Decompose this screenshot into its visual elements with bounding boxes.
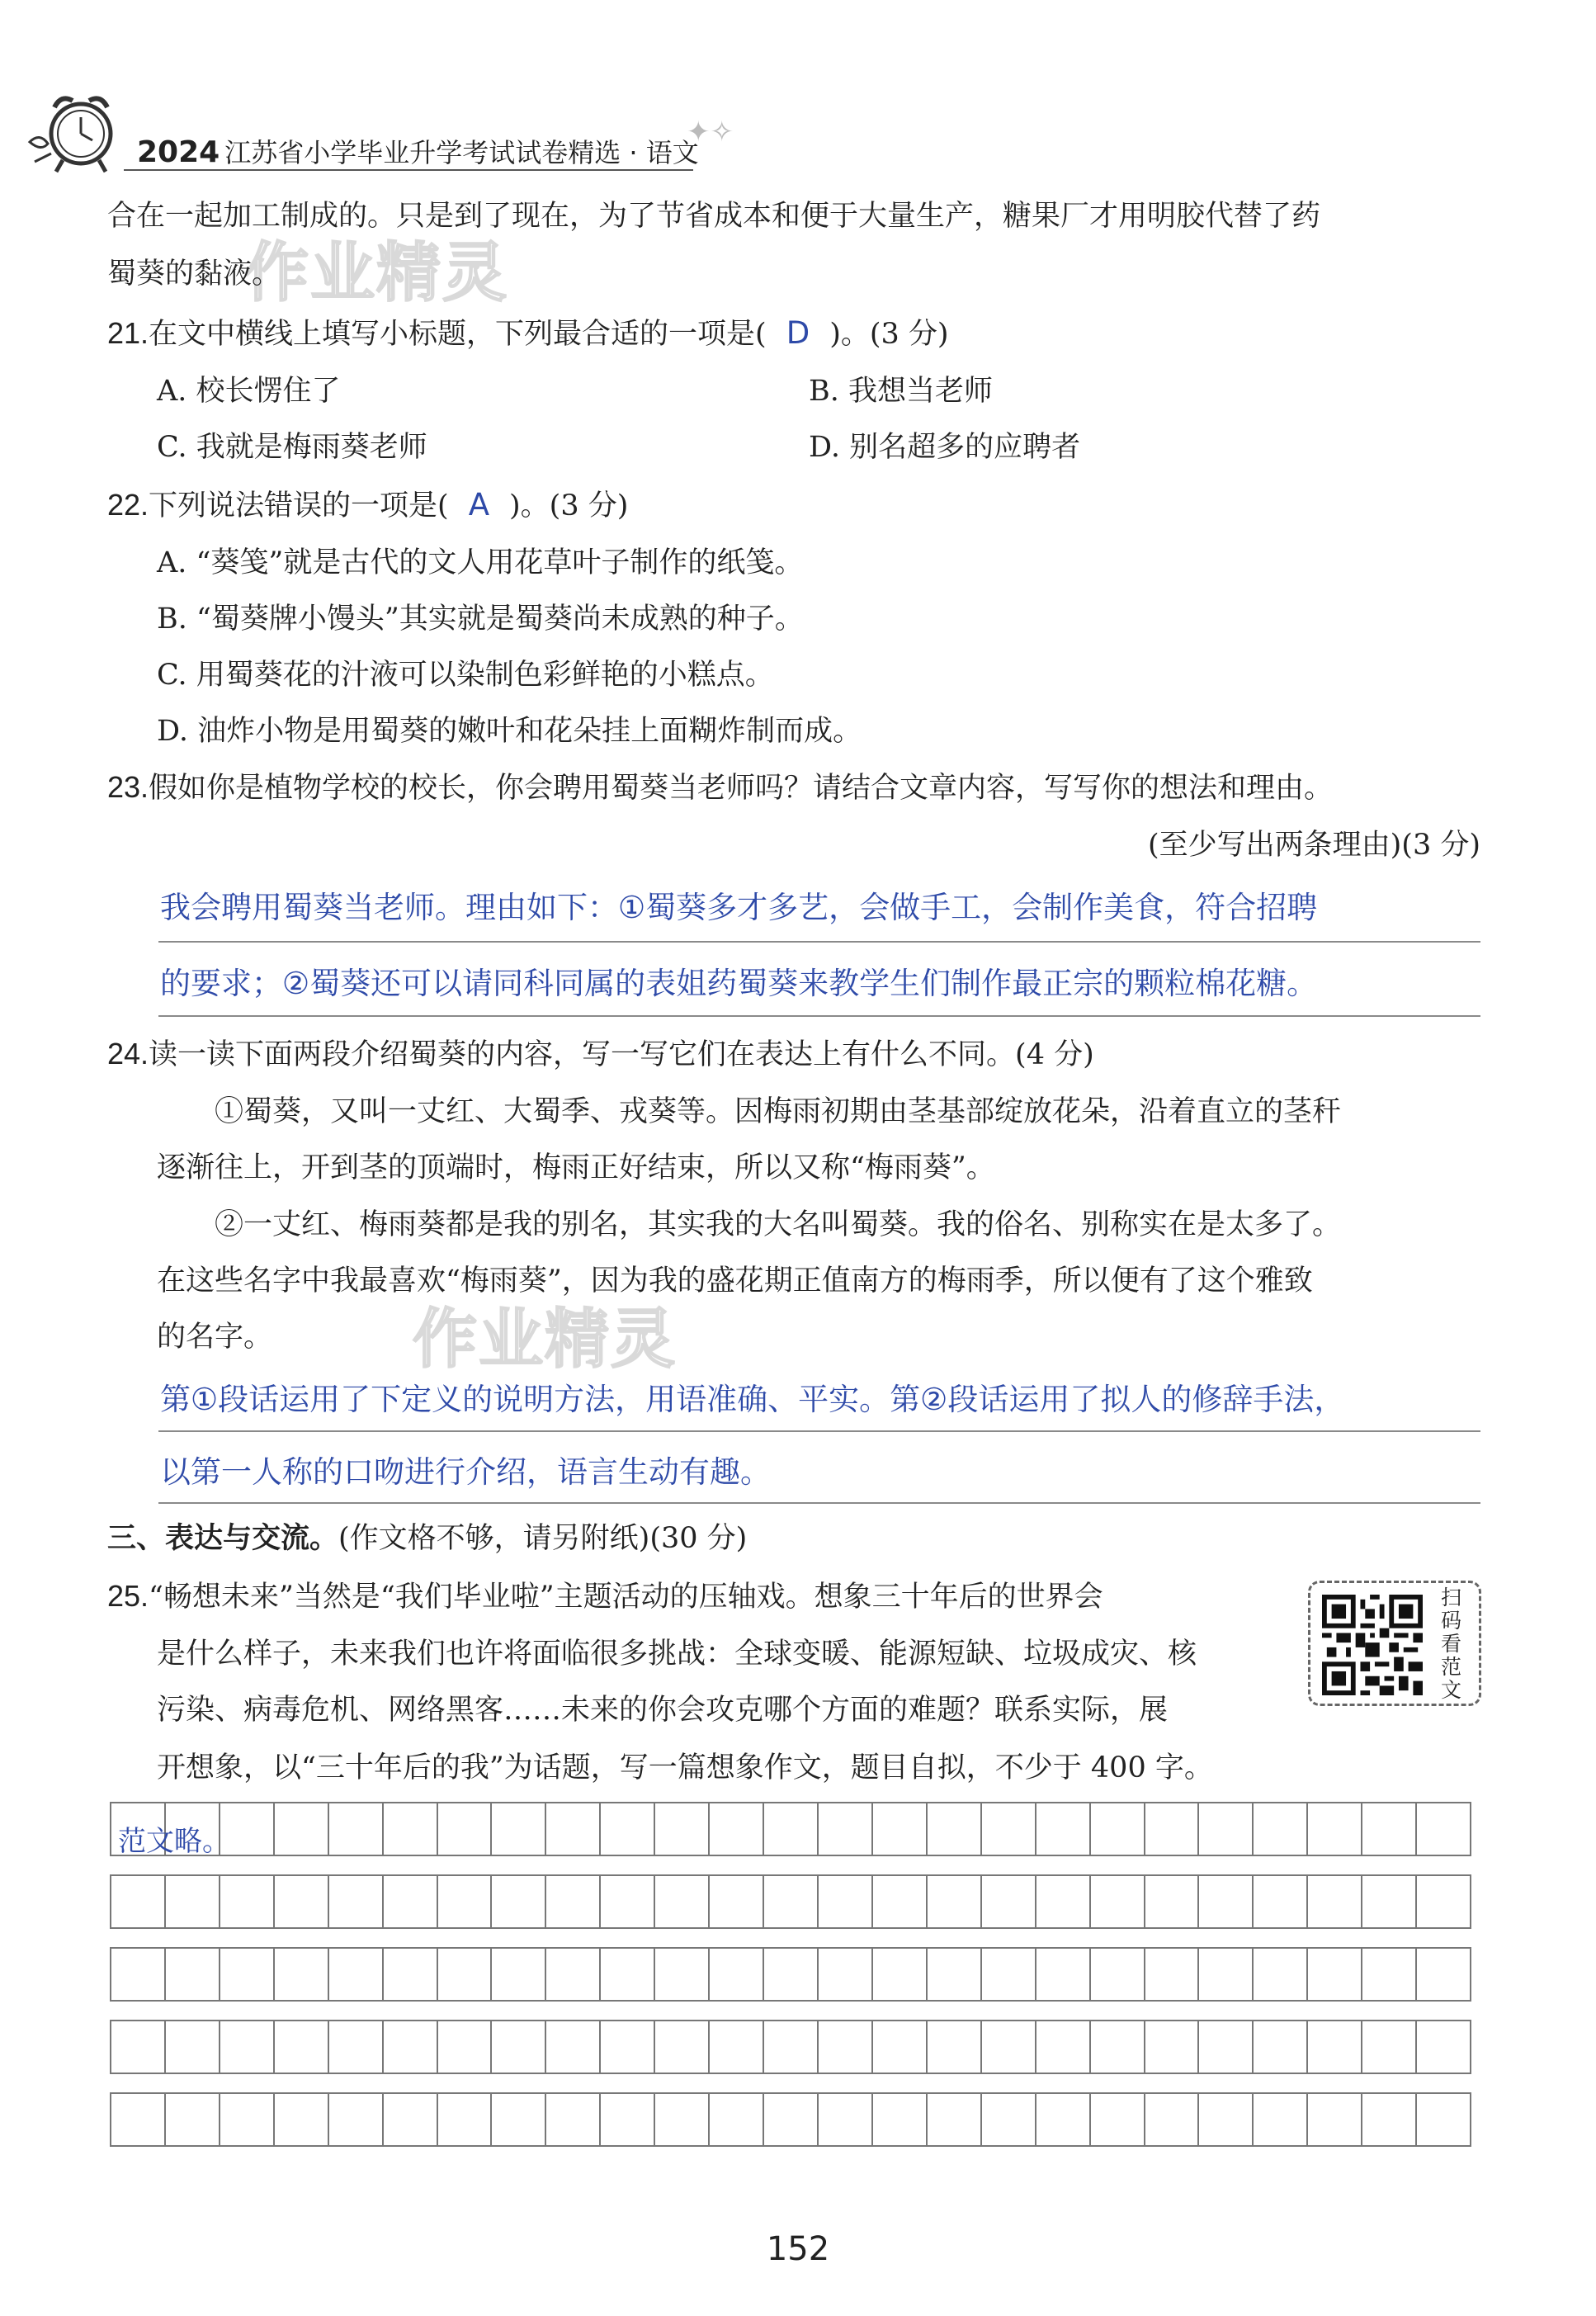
grid-cell[interactable]: [708, 2094, 763, 2145]
grid-row: [110, 2020, 1471, 2074]
q22-option-d: D. 油炸小物是用蜀葵的嫩叶和花朵挂上面糊炸制而成。: [157, 715, 862, 748]
grid-row: [110, 2092, 1471, 2147]
grid-cell[interactable]: [926, 2021, 980, 2073]
grid-cell[interactable]: [110, 1949, 164, 2000]
q24-passage1: 逐渐往上，开到茎的顶端时，梅雨正好结束，所以又称“梅雨葵”。: [157, 1151, 995, 1184]
grid-cell[interactable]: [328, 2094, 382, 2145]
grid-cell[interactable]: [817, 1876, 871, 1927]
answer-23-line1: 我会聘用蜀葵当老师。理由如下：①蜀葵多才多艺，会做手工，会制作美食，符合招聘: [160, 890, 1318, 925]
q23-note: (至少写出两条理由)(3 分): [1147, 829, 1480, 862]
grid-cell[interactable]: [545, 1876, 599, 1927]
grid-cell[interactable]: [328, 1949, 382, 2000]
grid-cell[interactable]: [654, 1876, 708, 1927]
question-21: 21.在文中横线上填写小标题，下列最合适的一项是( D )。(3 分): [107, 315, 949, 351]
answer-21: D: [786, 315, 810, 351]
grid-cell[interactable]: [1252, 1949, 1306, 2000]
grid-cell[interactable]: [1089, 1876, 1144, 1927]
grid-cell[interactable]: [1089, 1949, 1144, 2000]
grid-cell[interactable]: [926, 1949, 980, 2000]
q22-option-a: A. “葵笺”就是古代的文人用花草叶子制作的纸笺。: [157, 546, 804, 579]
grid-cell[interactable]: [490, 2094, 545, 2145]
grid-cell[interactable]: [490, 2021, 545, 2073]
grid-row: [110, 1947, 1471, 2002]
grid-cell[interactable]: [1252, 2021, 1306, 2073]
answer-24-line1: 第①段话运用了下定义的说明方法，用语准确、平实。第②段话运用了拟人的修辞手法，: [160, 1382, 1345, 1417]
grid-cell[interactable]: [1415, 1876, 1471, 1927]
grid-cell[interactable]: [1144, 1803, 1198, 1855]
grid-cell[interactable]: [437, 2094, 491, 2145]
grid-cell[interactable]: [545, 1949, 599, 2000]
answer-rule: [158, 1015, 1480, 1017]
q24-passage1: ①蜀葵，又叫一丈红、大蜀季、戎葵等。因梅雨初期由茎基部绽放花朵，沿着直立的茎秆: [215, 1095, 1342, 1128]
question-22: 22.下列说法错误的一项是( A )。(3 分): [107, 487, 629, 522]
grid-row: [110, 1802, 1471, 1856]
answer-25: 范文略。: [118, 1825, 230, 1858]
page-number: 152: [766, 2230, 830, 2268]
q25-line: 污染、病毒危机、网络黑客……未来的你会攻克哪个方面的难题？联系实际，展: [157, 1694, 1169, 1727]
q25-line: 开想象，以“三十年后的我”为话题，写一篇想象作文，题目自拟，不少于 400 字。: [157, 1751, 1213, 1784]
grid-cell[interactable]: [1197, 2021, 1252, 2073]
grid-cell[interactable]: [382, 2021, 437, 2073]
grid-cell[interactable]: [1035, 1876, 1089, 1927]
grid-cell[interactable]: [1415, 1949, 1471, 2000]
grid-cell[interactable]: [437, 1949, 491, 2000]
grid-cell[interactable]: [599, 1803, 654, 1855]
qr-label: 扫码看范文: [1441, 1586, 1462, 1702]
grid-cell[interactable]: [871, 2021, 926, 2073]
grid-cell[interactable]: [437, 1803, 491, 1855]
qr-code-box[interactable]: [1308, 1581, 1481, 1706]
q22-option-c: C. 用蜀葵花的汁液可以染制色彩鲜艳的小糕点。: [157, 659, 774, 692]
grid-cell[interactable]: [980, 1803, 1035, 1855]
grid-cell[interactable]: [219, 2021, 273, 2073]
grid-cell[interactable]: [490, 1803, 545, 1855]
grid-cell[interactable]: [1197, 2094, 1252, 2145]
grid-cell[interactable]: [817, 2094, 871, 2145]
grid-cell[interactable]: [1089, 2021, 1144, 2073]
grid-cell[interactable]: [1252, 2094, 1306, 2145]
grid-cell[interactable]: [1144, 1949, 1198, 2000]
grid-cell[interactable]: [980, 1876, 1035, 1927]
q21-option-c: C. 我就是梅雨葵老师: [157, 431, 427, 464]
qr-code-icon: [1322, 1595, 1423, 1695]
grid-cell[interactable]: [1415, 1803, 1471, 1855]
grid-cell[interactable]: [219, 1949, 273, 2000]
grid-cell[interactable]: [1035, 1803, 1089, 1855]
q21-option-b: B. 我想当老师: [809, 375, 993, 408]
grid-cell[interactable]: [817, 2021, 871, 2073]
grid-cell[interactable]: [871, 1876, 926, 1927]
grid-cell[interactable]: [708, 1949, 763, 2000]
grid-cell[interactable]: [708, 2021, 763, 2073]
grid-cell[interactable]: [328, 1803, 382, 1855]
grid-cell[interactable]: [708, 1803, 763, 1855]
intro-line: 合在一起加工制成的。只是到了现在，为了节省成本和便于大量生产，糖果厂才用明胶代替了药: [107, 200, 1321, 233]
answer-24-line2: 以第一人称的口吻进行介绍，语言生动有趣。: [160, 1454, 771, 1490]
grid-cell[interactable]: [164, 2021, 219, 2073]
grid-row: [110, 1874, 1471, 1929]
grid-cell[interactable]: [654, 2021, 708, 2073]
grid-cell[interactable]: [1306, 1949, 1361, 2000]
q25-line: 是什么样子，未来我们也许将面临很多挑战：全球变暖、能源短缺、垃圾成灾、核: [157, 1638, 1197, 1671]
q24-passage2: 的名字。: [157, 1321, 273, 1354]
grid-cell[interactable]: [708, 1876, 763, 1927]
q24-passage2: 在这些名字中我最喜欢“梅雨葵”，因为我的盛花期正值南方的梅雨季，所以便有了这个雅致: [157, 1264, 1313, 1297]
grid-cell[interactable]: [1035, 1949, 1089, 2000]
grid-cell[interactable]: [545, 1803, 599, 1855]
grid-cell[interactable]: [763, 1803, 817, 1855]
grid-cell[interactable]: [763, 1949, 817, 2000]
question-23: 23.假如你是植物学校的校长，你会聘用蜀葵当老师吗？请结合文章内容，写写你的想法和理由。: [107, 770, 1334, 805]
answer-rule: [158, 1502, 1480, 1504]
grid-cell[interactable]: [1144, 2021, 1198, 2073]
grid-cell[interactable]: [1089, 2094, 1144, 2145]
grid-cell[interactable]: [219, 1876, 273, 1927]
grid-cell[interactable]: [763, 2021, 817, 2073]
grid-cell[interactable]: [545, 2021, 599, 2073]
grid-cell[interactable]: [328, 1876, 382, 1927]
grid-cell[interactable]: [273, 1949, 328, 2000]
section-3-title: 三、表达与交流。(作文格不够，请另附纸)(30 分): [107, 1522, 748, 1555]
grid-cell[interactable]: [1361, 2021, 1415, 2073]
grid-cell[interactable]: [382, 1949, 437, 2000]
grid-cell[interactable]: [1361, 1803, 1415, 1855]
grid-cell[interactable]: [490, 1876, 545, 1927]
question-24: 24.读一读下面两段介绍蜀葵的内容，写一写它们在表达上有什么不同。(4 分): [107, 1037, 1094, 1071]
answer-23-line2: 的要求；②蜀葵还可以请同科同属的表姐药蜀葵来教学生们制作最正宗的颗粒棉花糖。: [160, 966, 1318, 1001]
grid-cell[interactable]: [599, 1949, 654, 2000]
grid-cell[interactable]: [763, 2094, 817, 2145]
grid-cell[interactable]: [1361, 1876, 1415, 1927]
grid-cell[interactable]: [1361, 1949, 1415, 2000]
grid-cell[interactable]: [273, 2021, 328, 2073]
q22-option-b: B. “蜀葵牌小馒头”其实就是蜀葵尚未成熟的种子。: [157, 603, 804, 636]
grid-cell[interactable]: [1306, 2021, 1361, 2073]
grid-cell[interactable]: [654, 1949, 708, 2000]
grid-cell[interactable]: [1252, 1876, 1306, 1927]
grid-cell[interactable]: [871, 1803, 926, 1855]
grid-cell[interactable]: [871, 2094, 926, 2145]
watermark: 作业精灵: [413, 1302, 678, 1377]
grid-cell[interactable]: [1306, 2094, 1361, 2145]
q24-passage2: ②一丈红、梅雨葵都是我的别名，其实我的大名叫蜀葵。我的俗名、别称实在是太多了。: [215, 1208, 1342, 1241]
grid-cell[interactable]: [980, 2021, 1035, 2073]
watermark: 作业精灵: [244, 236, 509, 310]
grid-cell[interactable]: [164, 1876, 219, 1927]
header-title: 2024 江苏省小学毕业升学考试试卷精选 · 语文: [137, 135, 699, 169]
grid-cell[interactable]: [545, 2094, 599, 2145]
grid-cell[interactable]: [273, 1803, 328, 1855]
answer-rule: [158, 941, 1480, 943]
grid-cell[interactable]: [926, 2094, 980, 2145]
grid-cell[interactable]: [164, 2094, 219, 2145]
grid-cell[interactable]: [654, 2094, 708, 2145]
grid-cell[interactable]: [219, 2094, 273, 2145]
grid-cell[interactable]: [273, 1876, 328, 1927]
grid-cell[interactable]: [1415, 2094, 1471, 2145]
grid-cell[interactable]: [110, 2094, 164, 2145]
alarm-clock-icon: [23, 83, 130, 182]
grid-cell[interactable]: [1361, 2094, 1415, 2145]
grid-cell[interactable]: [1035, 2094, 1089, 2145]
grid-cell[interactable]: [599, 1876, 654, 1927]
grid-cell[interactable]: [1144, 2094, 1198, 2145]
grid-cell[interactable]: [926, 1876, 980, 1927]
q21-option-d: D. 别名超多的应聘者: [809, 431, 1081, 464]
grid-cell[interactable]: [328, 2021, 382, 2073]
grid-cell[interactable]: [437, 2021, 491, 2073]
grid-cell[interactable]: [1197, 1876, 1252, 1927]
grid-cell[interactable]: [1144, 1876, 1198, 1927]
grid-cell[interactable]: [871, 1949, 926, 2000]
grid-cell[interactable]: [164, 1949, 219, 2000]
grid-cell[interactable]: [110, 2021, 164, 2073]
grid-cell[interactable]: [980, 1949, 1035, 2000]
grid-cell[interactable]: [980, 2094, 1035, 2145]
grid-cell[interactable]: [490, 1949, 545, 2000]
grid-cell[interactable]: [817, 1949, 871, 2000]
grid-cell[interactable]: [1089, 1803, 1144, 1855]
grid-cell[interactable]: [382, 1876, 437, 1927]
question-25: 25.“畅想未来”当然是“我们毕业啦”主题活动的压轴戏。想象三十年后的世界会: [107, 1579, 1103, 1614]
grid-cell[interactable]: [1415, 2021, 1471, 2073]
grid-cell[interactable]: [654, 1803, 708, 1855]
header-underline: [124, 169, 693, 171]
grid-cell[interactable]: [1252, 1803, 1306, 1855]
star-decoration-icon: ✦✧: [687, 116, 734, 149]
grid-cell[interactable]: [1306, 1876, 1361, 1927]
answer-rule: [158, 1430, 1480, 1432]
grid-cell[interactable]: [382, 2094, 437, 2145]
grid-cell[interactable]: [437, 1876, 491, 1927]
intro-line: 蜀葵的黏液。: [107, 258, 281, 291]
q21-option-a: A. 校长愣住了: [157, 375, 341, 408]
grid-cell[interactable]: [599, 2021, 654, 2073]
grid-cell[interactable]: [273, 2094, 328, 2145]
grid-cell[interactable]: [1035, 2021, 1089, 2073]
grid-cell[interactable]: [763, 1876, 817, 1927]
grid-cell[interactable]: [110, 1876, 164, 1927]
grid-cell[interactable]: [817, 1803, 871, 1855]
grid-cell[interactable]: [382, 1803, 437, 1855]
answer-22: A: [468, 487, 490, 522]
grid-cell[interactable]: [599, 2094, 654, 2145]
grid-cell[interactable]: [926, 1803, 980, 1855]
grid-cell[interactable]: [1306, 1803, 1361, 1855]
grid-cell[interactable]: [1197, 1949, 1252, 2000]
grid-cell[interactable]: [1197, 1803, 1252, 1855]
